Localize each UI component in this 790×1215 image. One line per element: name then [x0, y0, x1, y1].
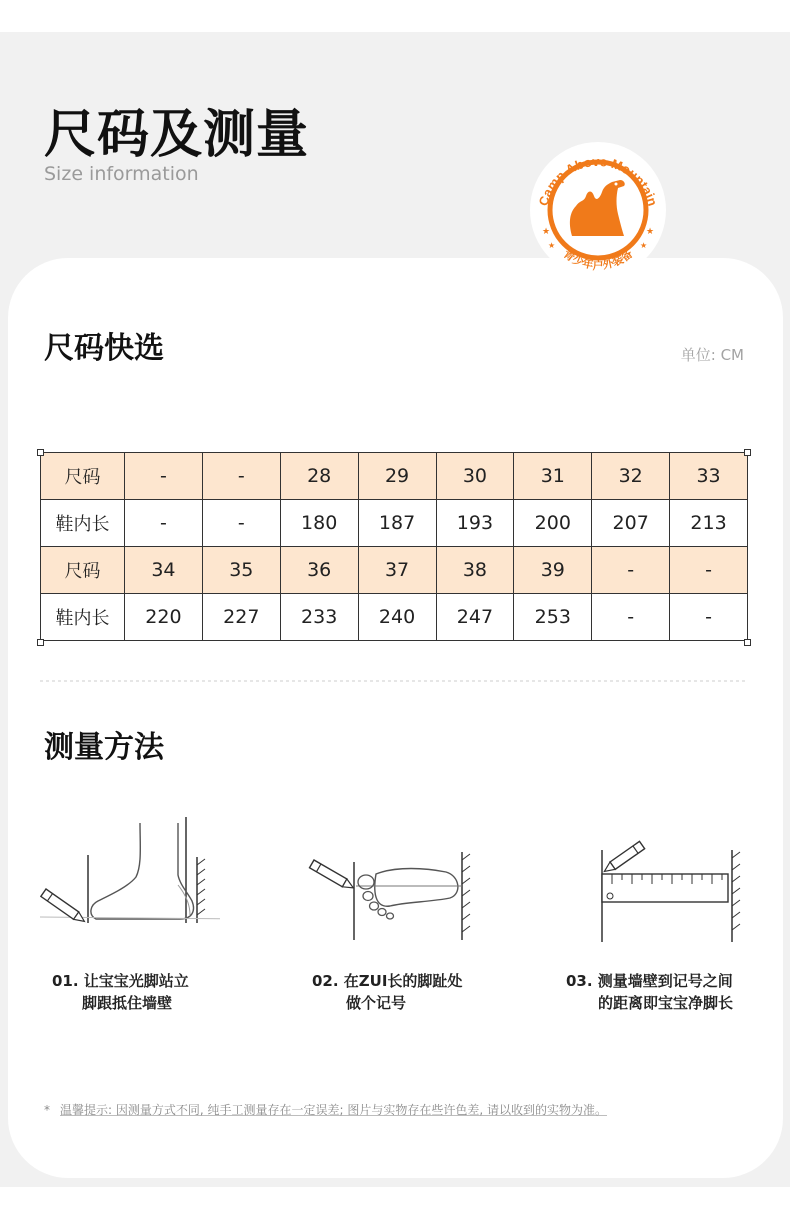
- table-row: [41, 500, 748, 547]
- size-section-title: 尺码快选: [44, 331, 164, 366]
- section-divider: [40, 680, 748, 682]
- table-cell: -: [592, 547, 670, 594]
- unit-label: 单位: CM: [680, 346, 744, 364]
- table-corner-handle: [37, 449, 44, 456]
- table-cell: -: [670, 547, 748, 594]
- table-cell: 207: [592, 500, 670, 547]
- table-cell: 253: [514, 594, 592, 641]
- page-subtitle: Size information: [44, 163, 199, 185]
- row-label: 鞋内长: [41, 500, 125, 547]
- step-1-line-2: 脚跟抵住墙壁: [82, 994, 173, 1012]
- table-cell: 36: [280, 547, 358, 594]
- table-cell: 233: [280, 594, 358, 641]
- table-cell: 30: [436, 453, 514, 500]
- table-row: [41, 594, 748, 641]
- table-cell: 29: [358, 453, 436, 500]
- table-corner-handle: [744, 639, 751, 646]
- table-cell: 240: [358, 594, 436, 641]
- svg-text:★: ★: [542, 227, 551, 237]
- table-corner-handle: [37, 639, 44, 646]
- tip-star: *: [44, 1103, 50, 1117]
- step-1: [52, 970, 189, 1014]
- table-cell: -: [670, 594, 748, 641]
- svg-text:★: ★: [646, 227, 655, 237]
- row-label: 尺码: [41, 547, 125, 594]
- table-row: [41, 547, 748, 594]
- logo-arc-text: Camp Above Mountain: [535, 153, 661, 208]
- step-3-line-1: 03. 测量墙壁到记号之间: [566, 972, 733, 990]
- table-cell: 187: [358, 500, 436, 547]
- brand-logo: [528, 140, 668, 280]
- table-cell: -: [125, 500, 203, 547]
- foot-standing-illustration: [40, 815, 220, 930]
- table-cell: 247: [436, 594, 514, 641]
- step-2: [312, 970, 462, 1014]
- measure-section-title: 测量方法: [44, 730, 164, 765]
- table-cell: 37: [358, 547, 436, 594]
- table-cell: 180: [280, 500, 358, 547]
- row-label: 尺码: [41, 453, 125, 500]
- foot-marking-illustration: [306, 850, 486, 945]
- step-2-line-2: 做个记号: [346, 994, 407, 1012]
- ruler-measuring-illustration: [588, 832, 758, 947]
- table-cell: 227: [202, 594, 280, 641]
- table-corner-handle: [744, 449, 751, 456]
- size-table: [40, 452, 748, 641]
- content-card: [8, 258, 783, 1178]
- table-cell: 193: [436, 500, 514, 547]
- table-row: [41, 453, 748, 500]
- logo-bottom-text: 青少年户外装备: [560, 247, 636, 272]
- table-cell: 38: [436, 547, 514, 594]
- step-3: [566, 970, 733, 1014]
- step-1-line-1: 01. 让宝宝光脚站立: [52, 972, 189, 990]
- table-cell: 33: [670, 453, 748, 500]
- tip-text: 温馨提示: 因测量方式不同, 纯手工测量存在一定误差; 图片与实物存在些许色差, 请以收到的实物为准。: [60, 1103, 607, 1117]
- table-cell: -: [202, 453, 280, 500]
- svg-text:★: ★: [548, 241, 556, 250]
- table-cell: -: [202, 500, 280, 547]
- row-label: 鞋内长: [41, 594, 125, 641]
- table-cell: -: [592, 594, 670, 641]
- table-cell: 31: [514, 453, 592, 500]
- table-cell: 39: [514, 547, 592, 594]
- tip-note: [44, 1101, 607, 1118]
- table-cell: 32: [592, 453, 670, 500]
- table-cell: 220: [125, 594, 203, 641]
- page-title: 尺码及测量: [44, 105, 310, 165]
- table-cell: 200: [514, 500, 592, 547]
- step-2-line-1: 02. 在ZUI长的脚趾处: [312, 972, 463, 990]
- table-cell: 213: [670, 500, 748, 547]
- table-cell: -: [125, 453, 203, 500]
- table-cell: 35: [202, 547, 280, 594]
- table-cell: 34: [125, 547, 203, 594]
- svg-text:★: ★: [640, 241, 648, 250]
- table-cell: 28: [280, 453, 358, 500]
- step-3-line-2: 的距离即宝宝净脚长: [598, 994, 734, 1012]
